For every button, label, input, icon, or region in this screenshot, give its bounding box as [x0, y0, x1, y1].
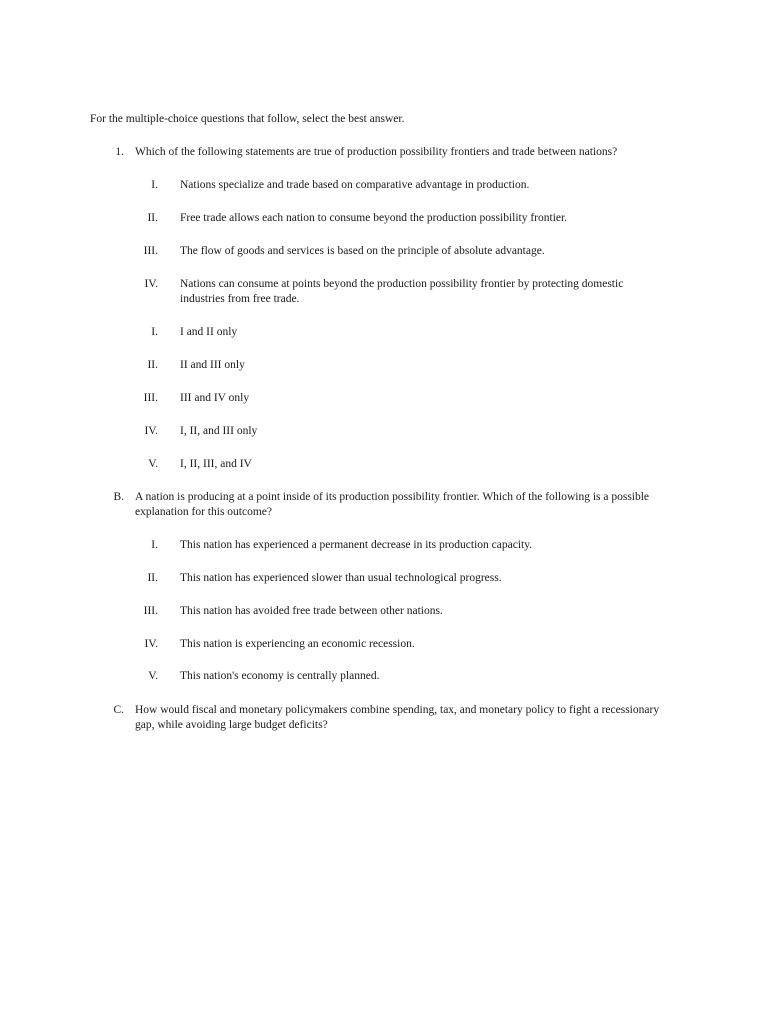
- question-text: Which of the following statements are true of production possibility frontiers and trade between nations?: [135, 146, 618, 158]
- option-number: IV.: [144, 425, 158, 437]
- statement-text: Nations specialize and trade based on comparative advantage in production.: [180, 179, 530, 191]
- question-text: How would fiscal and monetary policymakers combine spending, tax, and monetary policy to fight a recessionary gap, while avoiding large budget deficits?: [135, 704, 660, 731]
- option-text: III and IV only: [180, 392, 250, 404]
- option-text: This nation has experienced slower than usual technological progress.: [180, 572, 502, 584]
- statement-number: II.: [147, 212, 158, 224]
- option-text: I and II only: [180, 326, 238, 338]
- option-number: I.: [151, 326, 158, 338]
- option-number: II.: [147, 359, 158, 371]
- option-number: III.: [143, 392, 158, 404]
- option-number: II.: [147, 572, 158, 584]
- option-text: I, II, and III only: [180, 425, 258, 437]
- option-text: II and III only: [180, 359, 245, 371]
- question-text: A nation is producing at a point inside of its production possibility frontier. Which of the following is a possible explanation for this outcome?: [135, 491, 650, 518]
- question-number: 1.: [115, 146, 124, 158]
- option-number: I.: [151, 539, 158, 551]
- option-text: This nation is experiencing an economic recession.: [180, 638, 415, 650]
- question-number: B.: [113, 491, 124, 503]
- statement-text: The flow of goods and services is based on the principle of absolute advantage.: [180, 245, 545, 257]
- statement-text: Nations can consume at points beyond the production possibility frontier by protecting domestic industries from free trade.: [180, 278, 624, 305]
- option-text: I, II, III, and IV: [180, 458, 252, 470]
- option-number: III.: [143, 605, 158, 617]
- option-text: This nation's economy is centrally planned.: [180, 670, 380, 682]
- option-number: V.: [148, 670, 158, 682]
- instructions-text: For the multiple-choice questions that follow, select the best answer.: [90, 113, 405, 125]
- question-number: C.: [113, 704, 124, 716]
- statement-number: IV.: [144, 278, 158, 290]
- option-text: This nation has experienced a permanent decrease in its production capacity.: [180, 539, 533, 551]
- statement-number: III.: [143, 245, 158, 257]
- statement-text: Free trade allows each nation to consume beyond the production possibility frontier.: [180, 212, 568, 224]
- option-number: V.: [148, 458, 158, 470]
- option-text: This nation has avoided free trade between other nations.: [180, 605, 443, 617]
- option-number: IV.: [144, 638, 158, 650]
- statement-number: I.: [151, 179, 158, 191]
